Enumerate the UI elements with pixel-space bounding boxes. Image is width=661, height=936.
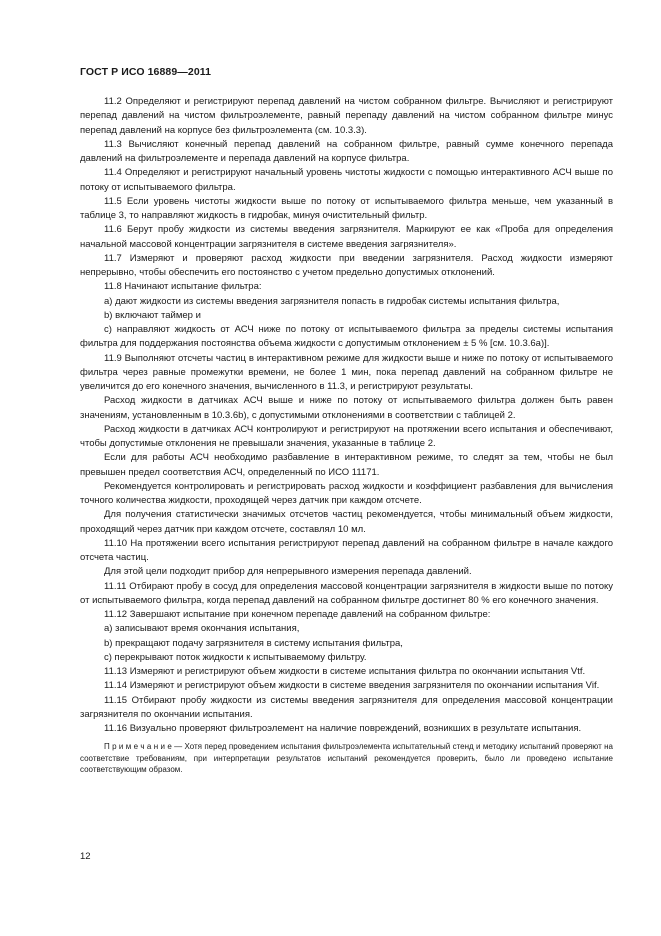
- list-item: a) дают жидкости из системы введения загрязнителя попасть в гидробак системы испытания фильтра,: [104, 295, 560, 307]
- paragraph: 11.4 Определяют и регистрируют начальный уровень чистоты жидкости с помощью интерактивного АСЧ выше по потоку от испытываемого фильтра.: [80, 167, 613, 193]
- list-item: b) включают таймер и: [104, 309, 201, 321]
- paragraph: 11.11 Отбирают пробу в сосуд для определения массовой концентрации загрязнителя в жидкости выше по потоку от испытываемого фильтра, когда перепад давлений на собранном фильтре достигнет 80 % его конечного значения.: [80, 580, 613, 606]
- paragraph: 11.16 Визуально проверяют фильтроэлемент на наличие повреждений, возникших в результате испытания.: [104, 723, 582, 734]
- list-item: c) направляют жидкость от АСЧ ниже по потоку от испытываемого фильтра за пределы системы испытания фильтра для поддержания постоянства объема жидкости с допустимым отклонением ± 5 % [см. 10.3.6a)].: [80, 324, 613, 350]
- page-number: 12: [80, 851, 91, 862]
- list-item: c) перекрывают поток жидкости к испытываемому фильтру.: [104, 651, 367, 663]
- paragraph: 11.2 Определяют и регистрируют перепад давлений на чистом собранном фильтре. Вычисляют и регистрируют перепад давлений на чистом фильтроэлементе, равный перепаду давлений на чистом собранном фильтре минус перепад давлений на корпусе без фильтроэлемента (см. 10.3.3).: [80, 96, 613, 136]
- paragraph: 11.6 Берут пробу жидкости из системы введения загрязнителя. Маркируют ее как «Проба для определения начальной массовой концентрации загрязнителя в системе введения загрязнителя».: [80, 224, 613, 250]
- paragraph: Расход жидкости в датчиках АСЧ контролируют и регистрируют на протяжении всего испытания и обеспечивают, чтобы допустимые отклонения не превышали значения, указанные в таблице 2.: [80, 423, 613, 449]
- list-item: b) прекращают подачу загрязнителя в систему испытания фильтра,: [104, 637, 403, 649]
- paragraph: 11.14 Измеряют и регистрируют объем жидкости в системе введения загрязнителя по окончании испытания Vif.: [104, 680, 600, 692]
- paragraph: Для получения статистически значимых отсчетов частиц рекомендуется, чтобы минимальный объем жидкости, проходящий через датчик при каждом отсчете, составлял 10 мл.: [80, 509, 613, 535]
- paragraph: Для этой цели подходит прибор для непрерывного измерения перепада давлений.: [104, 566, 472, 578]
- note: П р и м е ч а н и е — Хотя перед проведением испытания фильтроэлемента испытательный стенд и методику испытаний проверяют на соответствие требованиям, при интерпретации результатов испытаний рекомендуется проверить, было ли проведено испытание соответствующим образом.: [80, 742, 613, 775]
- paragraph: 11.13 Измеряют и регистрируют объем жидкости в системе испытания фильтра по окончании испытания Vtf.: [104, 666, 586, 677]
- paragraph: 11.5 Если уровень чистоты жидкости выше по потоку от испытываемого фильтра меньше, чем указанный в таблице 3, то направляют жидкость в гидробак, минуя очистительный фильтр.: [80, 195, 613, 221]
- document-header: ГОСТ Р ИСО 16889—2011: [80, 66, 212, 78]
- paragraph: 11.10 На протяжении всего испытания регистрируют перепад давлений на собранном фильтре в начале каждого отсчета частиц.: [80, 537, 613, 563]
- paragraph: Расход жидкости в датчиках АСЧ выше и ниже по потоку от испытываемого фильтра должен быть равен значениям, установленным в 10.3.6b), с допустимыми отклонениями в соответствии с таблицей 2.: [80, 395, 613, 421]
- paragraph: Рекомендуется контролировать и регистрировать расход жидкости и коэффициент разбавления для вычисления точного количества жидкости, проходящей через датчик при каждом отсчете.: [80, 480, 613, 506]
- paragraph: 11.15 Отбирают пробу жидкости из системы введения загрязнителя для определения массовой концентрации загрязнителя по окончании испытания.: [80, 694, 613, 720]
- paragraph: 11.9 Выполняют отсчеты частиц в интерактивном режиме для жидкости выше и ниже по потоку от испытываемого фильтра через равные промежутки времени, не более 1 мин, пока перепад давлений на собранном фильтре не увеличится до его конечного значения, вычисленного в 11.3, и регистрируют результаты.: [80, 352, 613, 392]
- paragraph: 11.7 Измеряют и проверяют расход жидкости при введении загрязнителя. Расход жидкости измеряют непрерывно, чтобы обеспечить его постоянство с учетом предельно допустимых отклонений.: [80, 252, 613, 278]
- paragraph: 11.12 Завершают испытание при конечном перепаде давлений на собранном фильтре:: [104, 609, 491, 620]
- paragraph: 11.3 Вычисляют конечный перепад давлений на собранном фильтре, равный сумме конечного перепада давлений на фильтроэлементе и перепада давлений на корпусе фильтра.: [80, 138, 613, 164]
- paragraph: Если для работы АСЧ необходимо разбавление в интерактивном режиме, то следят за тем, чтобы не был превышен предел соответствия АСЧ, определенный по ИСО 11171.: [80, 452, 613, 478]
- document-body: [80, 95, 613, 776]
- list-item: a) записывают время окончания испытания,: [104, 623, 300, 635]
- paragraph: 11.8 Начинают испытание фильтра:: [104, 281, 262, 293]
